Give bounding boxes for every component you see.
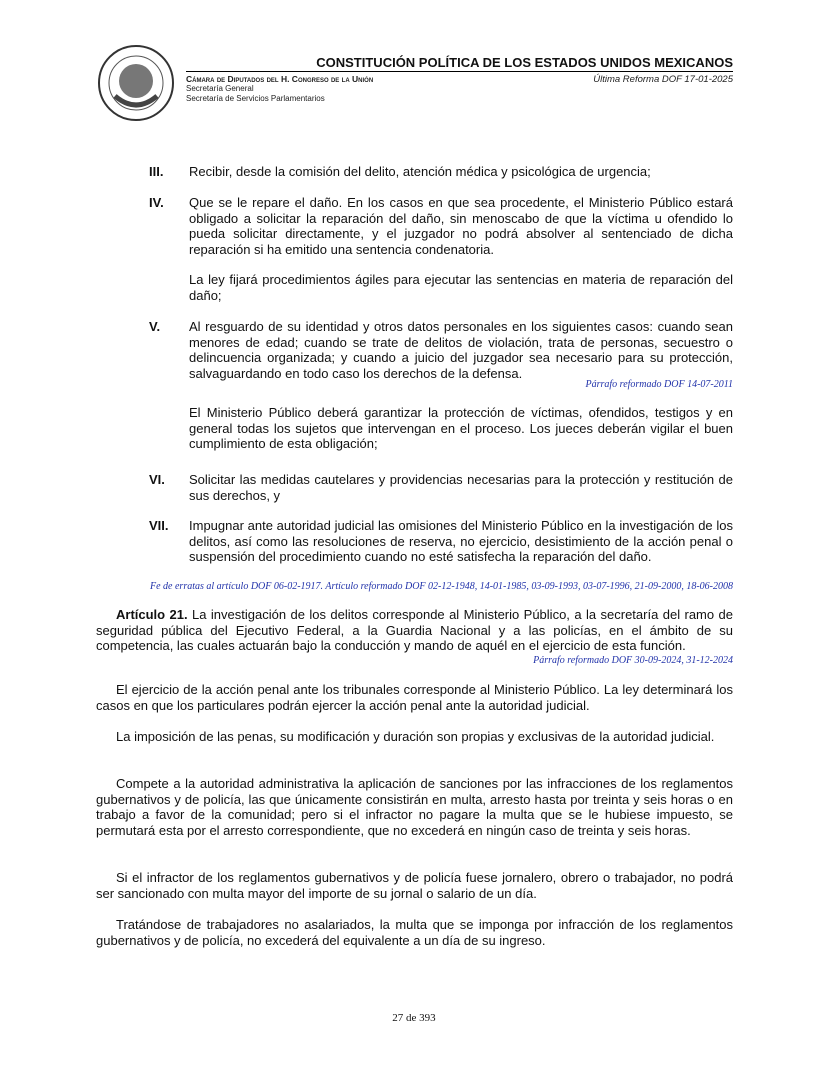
page-number: 27 de 393 <box>392 1012 436 1024</box>
item-text: La ley fijará procedimientos ágiles para ejecutar las sentencias en materia de reparación del daño; <box>189 272 733 303</box>
item-text: Solicitar las medidas cautelares y providencias necesarias para la protección y restitución de sus derechos, y <box>189 472 733 503</box>
item-number: IV. <box>149 195 164 210</box>
item-vii <box>149 518 733 565</box>
item-text: Impugnar ante autoridad judicial las omisiones del Ministerio Público en la investigación de los delitos, así como las resoluciones de reserva, no ejercicio, desistimiento de la acción penal o suspensión del procedimiento cuando no esté satisfecha la reparación del daño. <box>189 518 733 565</box>
paragraph: Si el infractor de los reglamentos gubernativos y de policía fuese jornalero, obrero o trabajador, no podrá ser sancionado con multa mayor del importe de su jornal o salario de un día. <box>96 870 733 901</box>
national-seal-logo <box>97 44 175 122</box>
item-number: VII. <box>149 518 169 533</box>
item-number: III. <box>149 164 164 179</box>
paragraph: Tratándose de trabajadores no asalariados, la multa que se imponga por infracción de los reglamentos gubernativos y de policía, no excederá del equivalente a un día de su ingreso. <box>96 917 733 948</box>
paragraph: La imposición de las penas, su modificación y duración son propias y exclusivas de la autoridad judicial. <box>116 729 715 744</box>
item-v <box>149 319 733 382</box>
article-21 <box>96 607 733 654</box>
item-number: V. <box>149 319 161 334</box>
reform-note: Fe de erratas al artículo DOF 06-02-1917. Artículo reformado DOF 02-12-1948, 14-01-1985, 03-09-1993, 03-07-1996, 21-09-2000, 18-06-2008 <box>150 581 733 592</box>
reform-note: Párrafo reformado DOF 14-07-2011 <box>585 379 733 390</box>
reform-note: Párrafo reformado DOF 30-09-2024, 31-12-2024 <box>533 655 733 666</box>
item-text: Al resguardo de su identidad y otros datos personales en los siguientes casos: cuando sean menores de edad; cuando se trate de delitos de violación, trata de personas, secuestro o delincuencia organizada; y cuando a juicio del juzgador sea necesario para su protección, salvaguardando en todo caso los derechos de la defensa. <box>189 319 733 382</box>
secretaria-general: Secretaría General <box>186 84 254 93</box>
item-number: VI. <box>149 472 165 487</box>
paragraph: Compete a la autoridad administrativa la aplicación de sanciones por las infracciones de los reglamentos gubernativos y de policía, las que únicamente consistirán en multa, arresto hasta por treinta y seis horas o en trabajo a favor de la comunidad; pero si el infractor no pagare la multa que se le hubiese impuesto, se permutará esta por el arresto correspondiente, que no excederá en ningún caso de treinta y seis horas. <box>96 776 733 839</box>
chamber-name: Cámara de Diputados del H. Congreso de la Unión <box>186 74 374 84</box>
document-title: CONSTITUCIÓN POLÍTICA DE LOS ESTADOS UNIDOS MEXICANOS <box>186 55 733 72</box>
item-text: Que se le repare el daño. En los casos en que sea procedente, el Ministerio Público estará obligado a solicitar la reparación del daño, sin menoscabo de que la víctima u ofendido lo pueda solicitar directamente, y el juzgador no podrá absolver al sentenciado de dicha reparación si ha emitido una sentencia condenatoria. <box>189 195 733 258</box>
article-heading: Artículo 21. <box>116 607 188 622</box>
item-text: Recibir, desde la comisión del delito, atención médica y psicológica de urgencia; <box>189 164 651 179</box>
item-iv <box>149 195 733 258</box>
item-iv-paragraph <box>189 272 733 303</box>
item-vi <box>149 472 733 503</box>
secretaria-servicios: Secretaría de Servicios Parlamentarios <box>186 94 325 103</box>
article-text: La investigación de los delitos corresponde al Ministerio Público, a la secretaría del ramo de seguridad pública del Ejecutivo Federal, a la Guardia Nacional y a las policías, en el ámbito de su competencia, las cuales actuarán bajo la conducción y mando de aquél en el ejercicio de esta función. <box>96 607 733 654</box>
item-v-paragraph <box>189 405 733 452</box>
item-iii <box>149 164 733 180</box>
item-text: El Ministerio Público deberá garantizar la protección de víctimas, ofendidos, testigos y en general todas los sujetos que intervengan en el proceso. Los jueces deberán vigilar el buen cumplimiento de esta obligación; <box>189 405 733 452</box>
last-reform: Última Reforma DOF 17-01-2025 <box>593 74 733 85</box>
paragraph: El ejercicio de la acción penal ante los tribunales corresponde al Ministerio Público. La ley determinará los casos en que los particulares podrán ejercer la acción penal ante la autoridad judicial. <box>96 682 733 713</box>
issuer-block <box>186 74 373 104</box>
